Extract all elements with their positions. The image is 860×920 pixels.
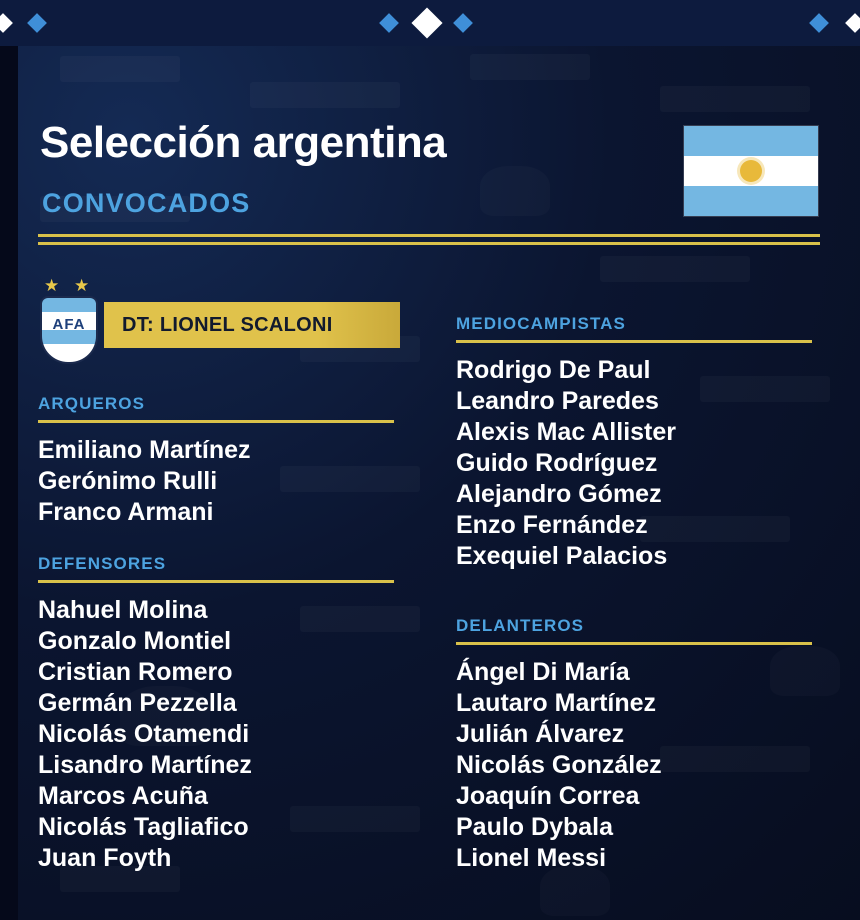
poster-content — [0, 46, 860, 920]
list-item: Ángel Di María — [456, 658, 630, 686]
afa-letters: AFA — [52, 316, 86, 333]
list-item: Guido Rodríguez — [456, 449, 658, 477]
afa-crest-icon — [38, 276, 102, 362]
list-item: Enzo Fernández — [456, 511, 648, 539]
diamond-icon — [27, 13, 47, 33]
section-delanteros — [456, 616, 816, 874]
section-divider — [38, 580, 394, 583]
diamond-icon — [0, 13, 13, 33]
section-mediocampistas — [456, 314, 816, 572]
section-divider — [456, 340, 812, 343]
list-item: Paulo Dybala — [456, 813, 613, 841]
stars-icon: ★ ★ — [44, 276, 95, 295]
section-heading: DEFENSORES — [38, 554, 167, 573]
list-item: Exequiel Palacios — [456, 542, 668, 570]
diamond-icon — [809, 13, 829, 33]
list-item: Alexis Mac Allister — [456, 418, 677, 446]
list-item: Emiliano Martínez — [38, 436, 251, 464]
section-heading: ARQUEROS — [38, 394, 146, 413]
section-divider — [456, 642, 812, 645]
list-item: Lisandro Martínez — [38, 751, 252, 779]
list-item: Julián Álvarez — [456, 720, 625, 748]
list-item: Nicolás Otamendi — [38, 720, 250, 748]
diamond-icon — [379, 13, 399, 33]
list-item: Germán Pezzella — [38, 689, 237, 717]
page-title: Selección argentina — [40, 118, 447, 167]
gold-divider — [38, 234, 820, 246]
list-item: Joaquín Correa — [456, 782, 640, 810]
section-arqueros — [38, 394, 394, 528]
list-item: Leandro Paredes — [456, 387, 659, 415]
list-item: Rodrigo De Paul — [456, 356, 651, 384]
list-item: Gerónimo Rulli — [38, 467, 218, 495]
list-item: Lautaro Martínez — [456, 689, 657, 717]
list-item: Lionel Messi — [456, 844, 607, 872]
list-item: Alejandro Gómez — [456, 480, 662, 508]
section-heading: MEDIOCAMPISTAS — [456, 314, 626, 333]
list-item: Cristian Romero — [38, 658, 233, 686]
list-item: Franco Armani — [38, 498, 214, 526]
section-heading: DELANTEROS — [456, 616, 585, 635]
diamond-icon — [411, 7, 442, 38]
section-divider — [38, 420, 394, 423]
list-item: Gonzalo Montiel — [38, 627, 232, 655]
diamond-icon — [453, 13, 473, 33]
list-item: Nicolás Tagliafico — [38, 813, 249, 841]
argentina-flag-icon — [684, 126, 818, 216]
diamond-icon — [845, 13, 860, 33]
section-defensores — [38, 554, 394, 874]
list-item: Nahuel Molina — [38, 596, 208, 624]
coach-banner — [104, 302, 400, 348]
coach-label: DT: LIONEL SCALONI — [122, 313, 333, 336]
decorative-top-bar — [0, 0, 860, 46]
list-item: Juan Foyth — [38, 844, 172, 872]
list-item: Nicolás González — [456, 751, 662, 779]
page-subtitle: CONVOCADOS — [42, 188, 251, 218]
list-item: Marcos Acuña — [38, 782, 208, 810]
